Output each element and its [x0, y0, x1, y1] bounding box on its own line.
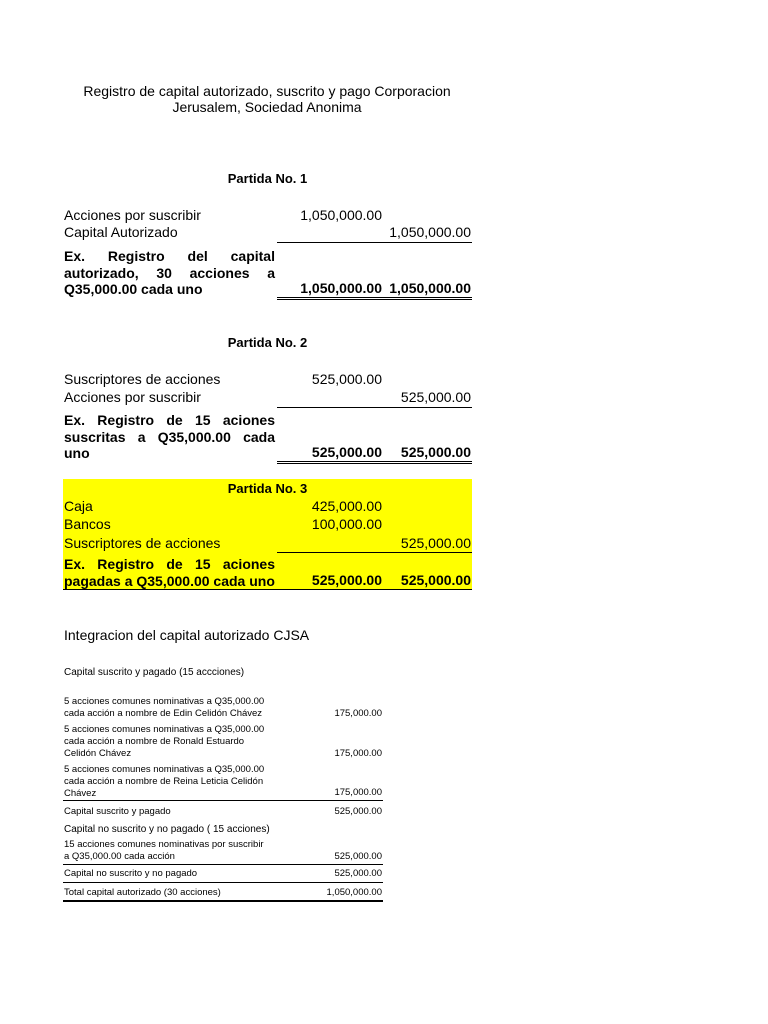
unsubscribed-total-rule [63, 864, 383, 865]
grand-total-label: Total capital autorizado (30 acciones) [64, 887, 221, 898]
integration-heading: Integracion del capital autorizado CJSA [64, 627, 310, 643]
subscribed-heading: Capital suscrito y pagado (15 accciones) [64, 667, 245, 678]
entry-2-rule [277, 407, 472, 408]
unsubscribed-total-label: Capital no suscrito y no pagado [64, 868, 198, 879]
document-title [60, 83, 474, 115]
subscribed-item-1-line-2: cada acción a nombre de Edin Celidón Chávez [64, 708, 263, 719]
grand-total-rule [63, 882, 383, 883]
entry-2-account-2: Acciones por suscribir [64, 389, 201, 405]
entry-3-title: Partida No. 3 [227, 481, 308, 496]
entry-3-debit-1: 425,000.00 [311, 498, 382, 514]
entry-3-rule [277, 552, 472, 553]
subscribed-item-2 [64, 724, 304, 760]
entry-2-title: Partida No. 2 [227, 335, 308, 350]
subscribed-item-3-line-1: 5 acciones comunes nominativas a Q35,000.00 [64, 764, 265, 775]
subscribed-item-1-line-1: 5 acciones comunes nominativas a Q35,000.00 [64, 696, 265, 707]
entry-1-total-debit: 1,050,000.00 [300, 280, 382, 296]
entry-3-description: Ex. Registro de 15 aciones pagadas a Q35,000.00 cada uno [64, 556, 275, 589]
unsubscribed-item [64, 839, 304, 863]
entry-2-account-1: Suscriptores de acciones [64, 371, 221, 387]
entry-1-total-double-underline [277, 299, 472, 300]
entry-3-total-underline [63, 589, 472, 590]
entry-1-title: Partida No. 1 [227, 171, 308, 186]
subscribed-item-2-line-2: cada acción a nombre de Ronald Estuardo [64, 736, 245, 747]
subscribed-total-rule [63, 800, 383, 801]
document-title-line-1: Registro de capital autorizado, suscrito y pago Corporacion [83, 83, 451, 99]
entry-1-account-2: Capital Autorizado [64, 224, 178, 240]
entry-1-debit-1: 1,050,000.00 [300, 207, 382, 223]
entry-1-credit-2: 1,050,000.00 [389, 224, 471, 240]
subscribed-item-2-line-1: 5 acciones comunes nominativas a Q35,000.00 [64, 724, 265, 735]
entry-2-total-debit: 525,000.00 [311, 444, 382, 460]
unsubscribed-item-value: 525,000.00 [334, 851, 382, 862]
entry-3-debit-2: 100,000.00 [311, 516, 382, 532]
entry-3-account-1: Caja [64, 498, 93, 514]
entry-1-description: Ex. Registro del capital autorizado, 30 acciones a Q35,000.00 cada uno [64, 248, 275, 297]
entry-2-debit-1: 525,000.00 [311, 371, 382, 387]
subscribed-item-2-line-3: Celidón Chávez [64, 748, 132, 759]
entry-2-total-underline [277, 461, 472, 462]
entry-2-description: Ex. Registro de 15 aciones suscritas a Q35,000.00 cada uno [64, 412, 275, 461]
entry-2-credit-2: 525,000.00 [400, 389, 471, 405]
unsubscribed-item-line-1: 15 acciones comunes nominativas por suscribir [64, 839, 264, 850]
grand-total-value: 1,050,000.00 [326, 887, 382, 898]
entry-3-account-3: Suscriptores de acciones [64, 535, 221, 551]
entry-1-rule [277, 242, 472, 243]
subscribed-total-value: 525,000.00 [334, 806, 382, 817]
entry-1-total-underline [277, 297, 472, 298]
subscribed-item-3-line-3: Chávez [64, 788, 97, 799]
entry-2-total-credit: 525,000.00 [400, 444, 471, 460]
entry-2-total-double-underline [277, 463, 472, 464]
subscribed-item-3 [64, 764, 304, 800]
entry-3-credit-3: 525,000.00 [400, 535, 471, 551]
entry-1-account-1: Acciones por suscribir [64, 207, 201, 223]
subscribed-item-3-value: 175,000.00 [334, 787, 382, 798]
entry-3-account-2: Bancos [64, 516, 111, 532]
unsubscribed-total-value: 525,000.00 [334, 868, 382, 879]
grand-total-underline [63, 900, 383, 902]
subscribed-item-1 [64, 696, 304, 720]
subscribed-item-3-line-2: cada acción a nombre de Reina Leticia Celidón [64, 776, 264, 787]
entry-3-total-credit: 525,000.00 [400, 572, 471, 588]
subscribed-item-2-value: 175,000.00 [334, 748, 382, 759]
entry-3-total-debit: 525,000.00 [311, 572, 382, 588]
unsubscribed-heading: Capital no suscrito y no pagado ( 15 acciones) [64, 824, 270, 835]
unsubscribed-item-line-2: a Q35,000.00 cada acción [64, 851, 175, 862]
entry-1-total-credit: 1,050,000.00 [389, 280, 471, 296]
subscribed-item-1-value: 175,000.00 [334, 708, 382, 719]
subscribed-total-label: Capital suscrito y pagado [64, 806, 171, 817]
document-title-line-2: Jerusalem, Sociedad Anonima [172, 99, 362, 115]
